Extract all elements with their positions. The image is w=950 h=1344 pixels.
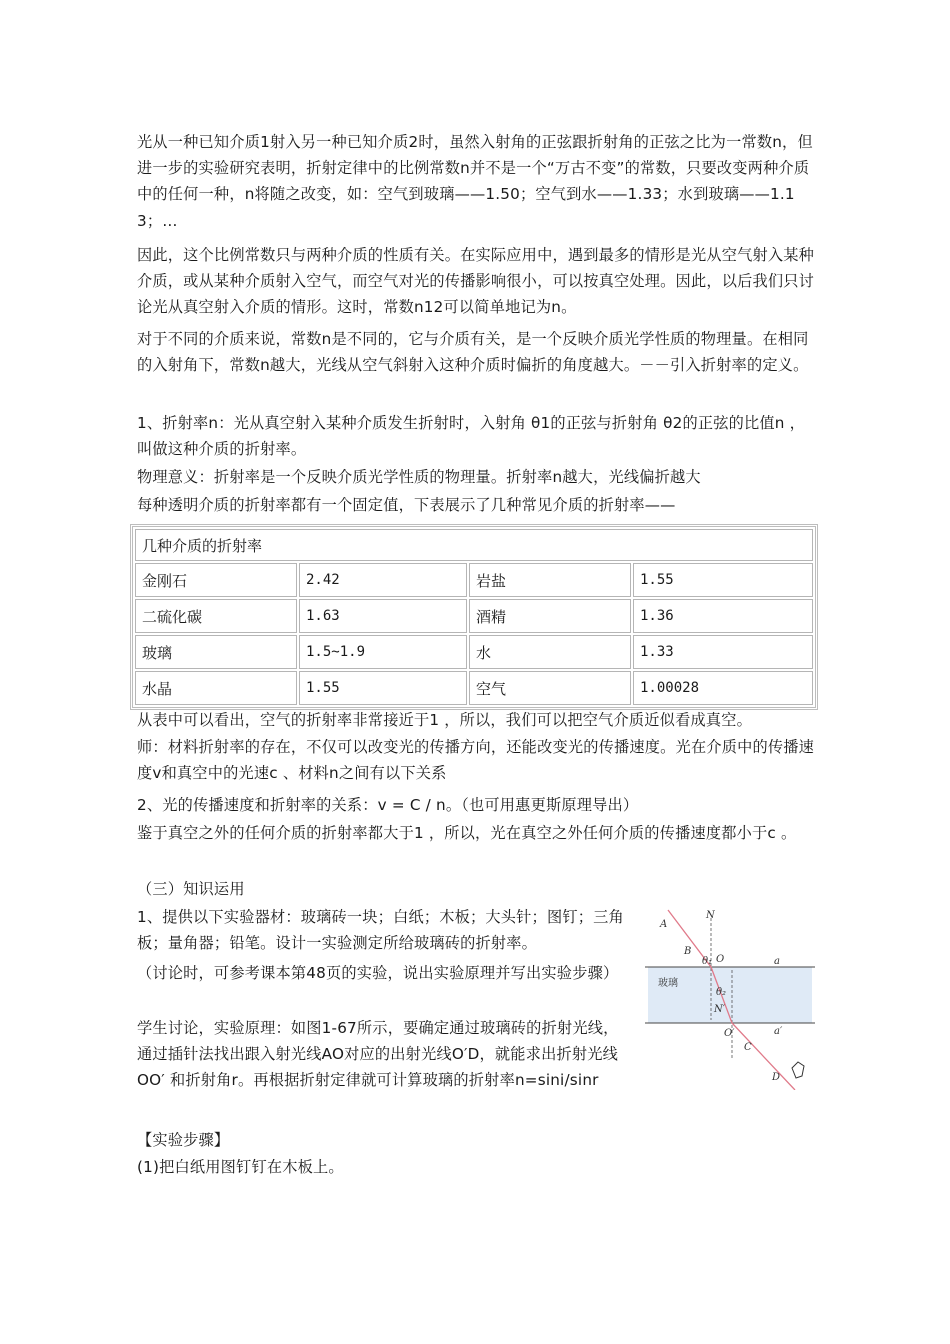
label-O: O [716,954,725,965]
table-intro: 每种透明介质的折射率都有一个固定值，下表展示了几种常见介质的折射率—— [137,496,676,514]
table-cell: 1.36 [633,599,813,633]
table-cell: 岩盐 [469,563,631,597]
label-a2: a′ [774,1026,783,1037]
table-caption: 几种介质的折射率 [135,529,813,561]
table-cell: 玻璃 [135,635,297,669]
table-cell: 1.5~1.9 [299,635,467,669]
label-N2: N′ [714,1004,726,1015]
table-cell: 二硫化碳 [135,599,297,633]
refraction-table [130,524,818,710]
table-cell: 1.55 [633,563,813,597]
refraction-diagram [640,900,820,1090]
label-glass: 玻璃 [658,978,678,989]
table-cell: 1.00028 [633,671,813,705]
definition-paragraph: 1、折射率n：光从真空射入某种介质发生折射时，入射角 θ1的正弦与折射角 θ2的正弦的比值n ，叫做这种介质的折射率。 [137,414,806,459]
table-row [135,671,813,705]
label-theta1: θ₁ [702,956,713,967]
label-C: C [744,1042,752,1053]
air-paragraph: 从表中可以看出，空气的折射率非常接近于1 ，所以，我们可以把空气介质近似看成真空。 [137,711,753,729]
label-B: B [684,946,692,957]
table-row [135,635,813,669]
label-A: A [660,919,668,930]
table-cell: 1.63 [299,599,467,633]
table-cell: 水晶 [135,671,297,705]
table-cell: 2.42 [299,563,467,597]
principle-paragraph: 学生讨论，实验原理：如图1-67所示，要确定通过玻璃砖的折射光线，通过插针法找出跟入射光线AO对应的出射光线O′D，就能求出折射光线OO′ 和折射角r。再根据折射定律就可计算玻璃的折射率n=sini/sinr [137,1019,619,1090]
step-1: (1)把白纸用图钉钉在木板上。 [137,1158,344,1176]
table-row [135,563,813,597]
discussion-note: （讨论时，可参考课本第48页的实验，说出实验原理并写出实验步骤） [137,964,619,982]
table-row [135,599,813,633]
section-heading: （三）知识运用 [137,880,245,898]
medium-paragraph: 对于不同的介质来说，常数n是不同的，它与介质有关，是一个反映介质光学性质的物理量。在相同的入射角下，常数n越大，光线从空气斜射入这种介质时偏折的角度越大。－－引入折射率的定义。 [137,330,809,375]
speed-relation: 2、光的传播速度和折射率的关系：v = C / n。（也可用惠更斯原理导出） [137,796,639,814]
steps-heading: 【实验步骤】 [137,1131,230,1149]
table-cell: 1.33 [633,635,813,669]
table-cell: 1.55 [299,671,467,705]
label-theta2: θ₂ [716,987,727,998]
table-cell: 酒精 [469,599,631,633]
table-cell: 金刚石 [135,563,297,597]
teacher-paragraph: 师：材料折射率的存在，不仅可以改变光的传播方向，还能改变光的传播速度。光在介质中的传播速度v和真空中的光速c 、材料n之间有以下关系 [137,738,815,783]
speed-conclusion: 鉴于真空之外的任何介质的折射率都大于1 ，所以，光在真空之外任何介质的传播速度都小于c 。 [137,824,797,842]
table-cell: 水 [469,635,631,669]
label-N: N [706,910,715,921]
eye-icon [792,1062,804,1078]
label-O2: O′ [724,1028,735,1039]
glass-block [648,967,812,1023]
vacuum-paragraph: 因此，这个比例常数只与两种介质的性质有关。在实际应用中，遇到最多的情形是光从空气射入某种介质，或从某种介质射入空气，而空气对光的传播影响很小，可以按真空处理。因此，以后我们只讨论光从真空射入介质的情形。这时，常数n12可以简单地记为n。 [137,246,815,317]
label-D: D [772,1072,781,1083]
label-a: a [774,956,780,967]
task-paragraph: 1、提供以下实验器材：玻璃砖一块；白纸；木板；大头针；图钉；三角板；量角器；铅笔。设计一实验测定所给玻璃砖的折射率。 [137,908,624,953]
table-cell: 空气 [469,671,631,705]
intro-paragraph: 光从一种已知介质1射入另一种已知介质2时，虽然入射角的正弦跟折射角的正弦之比为一常数n，但进一步的实验研究表明，折射定律中的比例常数n并不是一个“万古不变”的常数，只要改变两种介质中的任何一种，n将随之改变，如：空气到玻璃——1.50；空气到水——1.33；水到玻璃——1.13；… [137,133,813,230]
physical-meaning: 物理意义：折射率是一个反映介质光学性质的物理量。折射率n越大，光线偏折越大 [137,468,701,486]
